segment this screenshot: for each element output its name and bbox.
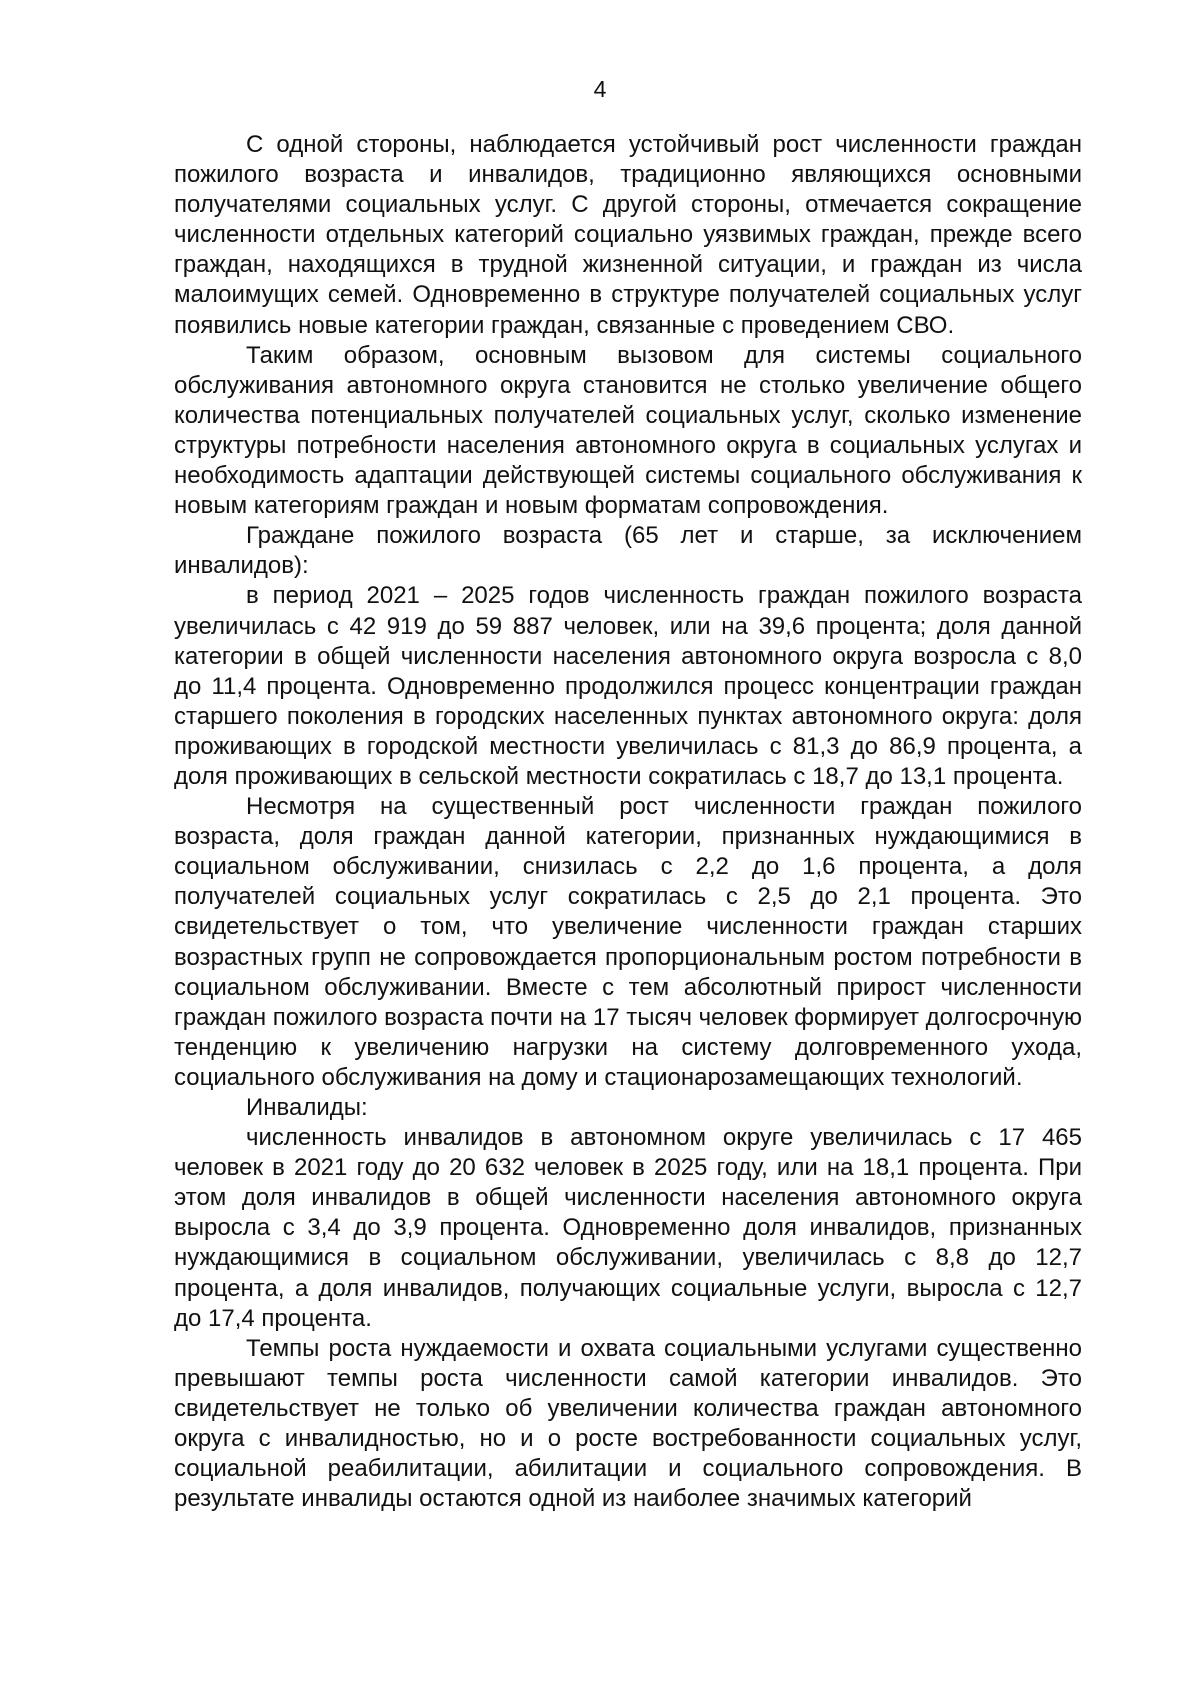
document-body [174,130,1082,1514]
paragraph-disabled-heading: Инвалиды: [246,1094,368,1121]
paragraph-disabled-analysis: Темпы роста нуждаемости и охвата социальными услугами существенно превышают темпы роста численности самой категории инвалидов. Это свидетельствует не только об увеличении количества граждан автономного округа с инвалидностью, но и о росте востребованности социальных услуг, социальной реабилитации, абилитации и социального сопровождения. В результате инвалиды остаются одной из наиболее значимых категорий [174,1334,1082,1513]
paragraph-disabled-statistics: численность инвалидов в автономном округе увеличилась с 17 465 человек в 2021 году до 20 632 человек в 2025 году, или на 18,1 процента. При этом доля инвалидов в общей численности населения автономного округа выросла с 3,4 до 3,9 процента. Одновременно доля инвалидов, признанных нуждающимися в социальном обслуживании, увеличилась с 8,8 до 12,7 процента, а доля инвалидов, получающих социальные услуги, выросла с 12,7 до 17,4 процента. [174,1124,1082,1332]
page-number: 4 [593,76,607,102]
paragraph-main-challenge: Таким образом, основным вызовом для системы социального обслуживания автономного округа становится не столько увеличение общего количества потенциальных получателей социальных услуг, сколько изменение структуры потребности населения автономного округа в социальных услугах и необходимость адаптации действующей системы социального обслуживания к новым категориям граждан и новым форматам сопровождения. [174,341,1082,520]
paragraph-elderly-heading: Граждане пожилого возраста (65 лет и старше, за исключением инвалидов): [174,522,1082,580]
paragraph-elderly-analysis: Несмотря на существенный рост численности граждан пожилого возраста, доля граждан данной категории, признанных нуждающимися в социальном обслуживании, снизилась с 2,2 до 1,6 процента, а доля получателей социальных услуг сократилась с 2,5 до 2,1 процента. Это свидетельствует о том, что увеличение численности граждан старших возрастных групп не сопровождается пропорциональным ростом потребности в социальном обслуживании. Вместе с тем абсолютный прирост численности граждан пожилого возраста почти на 17 тысяч человек формирует долгосрочную тенденцию к увеличению нагрузки на систему долговременного ухода, социального обслуживания на дому и стационарозамещающих технологий. [174,793,1082,1091]
paragraph-social-trends: С одной стороны, наблюдается устойчивый рост численности граждан пожилого возраста и инвалидов, традиционно являющихся основными получателями социальных услуг. С другой стороны, отмечается сокращение численности отдельных категорий социально уязвимых граждан, прежде всего граждан, находящихся в трудной жизненной ситуации, и граждан из числа малоимущих семей. Одновременно в структуре получателей социальных услуг появились новые категории граждан, связанные с проведением СВО. [174,131,1082,339]
paragraph-elderly-statistics: в период 2021 – 2025 годов численность граждан пожилого возраста увеличилась с 42 919 до 59 887 человек, или на 39,6 процента; доля данной категории в общей численности населения автономного округа возросла с 8,0 до 11,4 процента. Одновременно продолжился процесс концентрации граждан старшего поколения в городских населенных пунктах автономного округа: доля проживающих в городской местности увеличилась с 81,3 до 86,9 процента, а доля проживающих в сельской местности сократилась с 18,7 до 13,1 процента. [174,582,1082,790]
